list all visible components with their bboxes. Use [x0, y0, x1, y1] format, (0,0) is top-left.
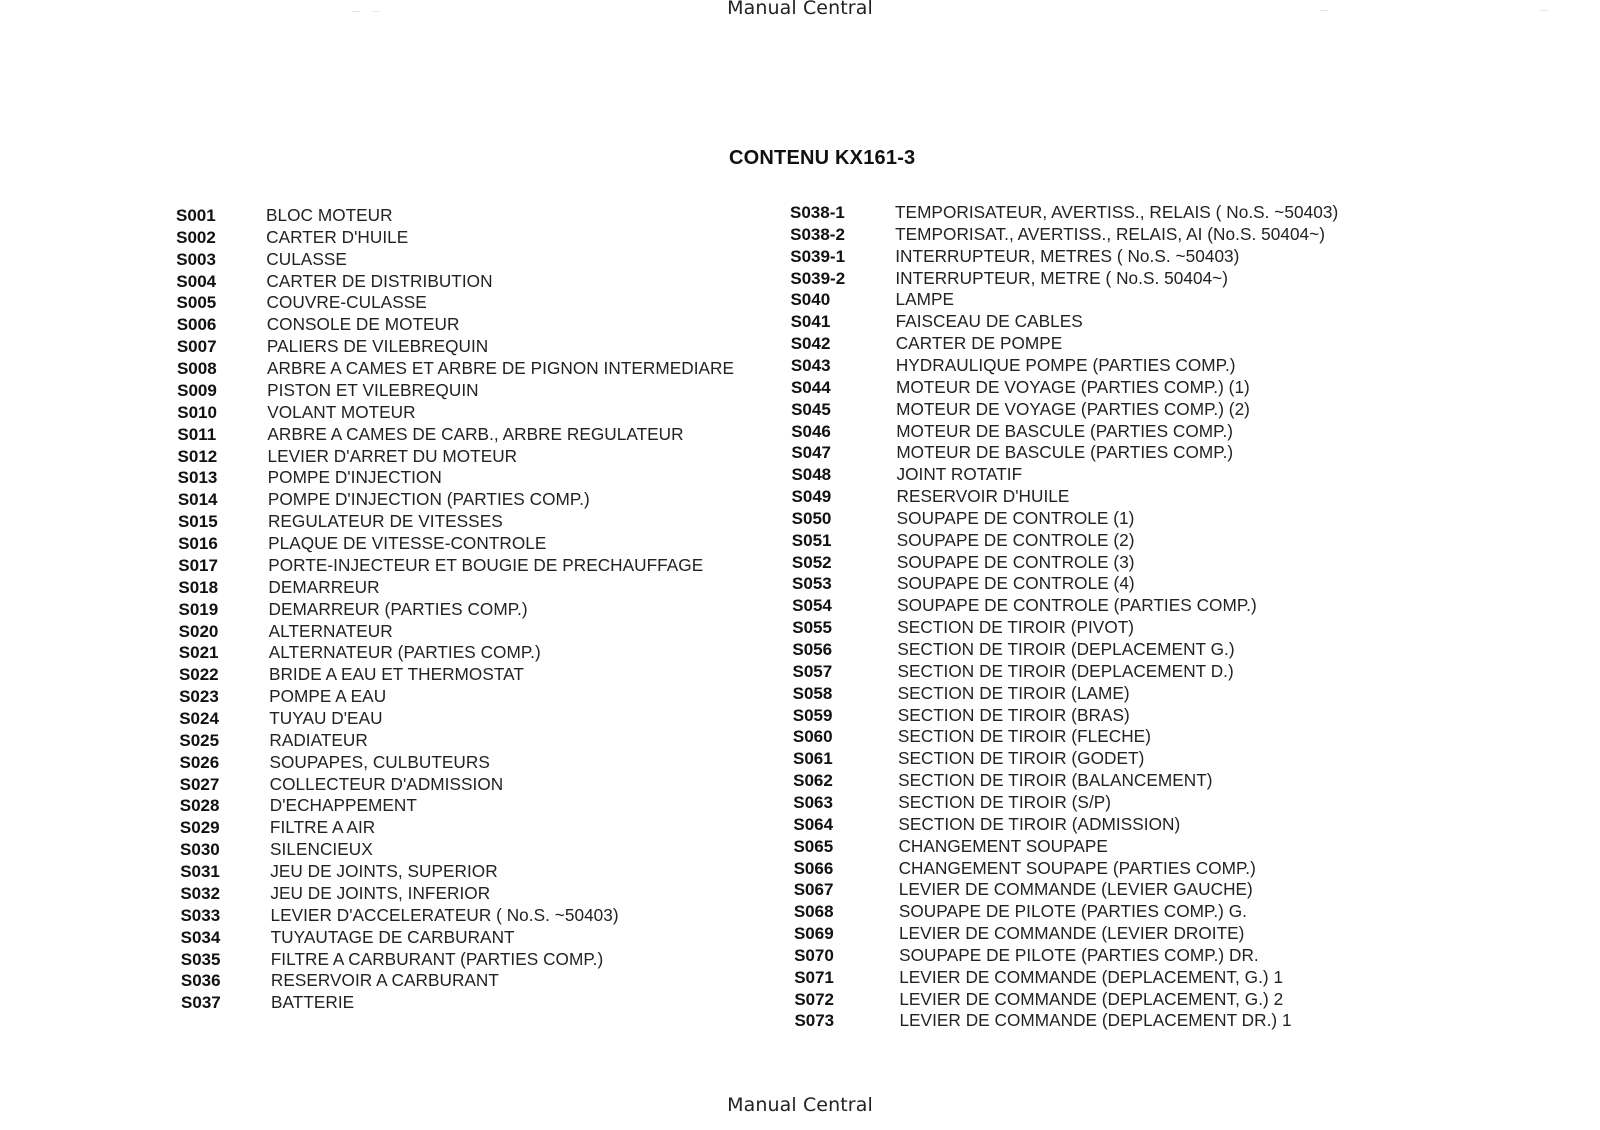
section-code: S015	[177, 512, 218, 532]
section-title: LEVIER DE COMMANDE (DEPLACEMENT, G.) 2	[899, 988, 1284, 1009]
section-title: RESERVOIR D'HUILE	[896, 486, 1070, 507]
section-code: S020	[178, 621, 219, 641]
section-code: S014	[177, 490, 218, 510]
section-code: S068	[793, 902, 834, 922]
section-title: SECTION DE TIROIR (BRAS)	[897, 704, 1130, 725]
section-title: CHANGEMENT SOUPAPE	[898, 835, 1108, 856]
section-code: S009	[177, 380, 217, 400]
scan-artifact	[1320, 10, 1328, 11]
section-title: VOLANT MOTEUR	[267, 401, 416, 422]
section-title: INTERRUPTEUR, METRE ( No.S. 50404~)	[895, 267, 1229, 288]
section-title: LEVIER DE COMMANDE (DEPLACEMENT, G.) 1	[899, 966, 1284, 987]
section-code: S038-2	[790, 224, 845, 244]
section-code: S063	[793, 792, 833, 812]
section-title: SILENCIEUX	[270, 839, 373, 860]
section-code: S031	[180, 862, 220, 882]
section-title: COUVRE-CULASSE	[266, 292, 427, 313]
section-title: MOTEUR DE BASCULE (PARTIES COMP.)	[896, 420, 1234, 441]
section-code: S048	[791, 465, 832, 485]
section-code: S007	[176, 337, 217, 357]
section-title: TUYAUTAGE DE CARBURANT	[270, 926, 515, 947]
section-code: S029	[179, 818, 220, 838]
section-title: SECTION DE TIROIR (S/P)	[898, 791, 1112, 812]
section-code: S071	[794, 967, 834, 987]
section-title: SECTION DE TIROIR (PIVOT)	[897, 617, 1135, 638]
section-title: SECTION DE TIROIR (ADMISSION)	[898, 813, 1181, 834]
scan-artifact	[352, 11, 360, 12]
section-code: S050	[791, 508, 832, 528]
watermark-bottom: Manual Central	[727, 1094, 873, 1116]
section-code: S043	[790, 355, 831, 375]
section-code: S036	[180, 971, 221, 991]
section-code: S025	[179, 730, 220, 750]
section-code: S028	[179, 796, 220, 816]
section-code: S045	[791, 399, 831, 419]
section-title: CHANGEMENT SOUPAPE (PARTIES COMP.)	[898, 857, 1256, 878]
section-title: PLAQUE DE VITESSE-CONTROLE	[268, 533, 547, 554]
section-title: CULASSE	[266, 248, 347, 269]
section-title: LEVIER D'ARRET DU MOTEUR	[267, 445, 518, 466]
section-code: S010	[177, 402, 217, 422]
section-title: LEVIER D'ACCELERATEUR ( No.S. ~50403)	[270, 904, 619, 925]
section-title: SOUPAPE DE CONTROLE (3)	[896, 551, 1135, 572]
section-title: BLOC MOTEUR	[266, 205, 393, 225]
section-code: S059	[792, 705, 833, 725]
section-code: S022	[178, 665, 219, 685]
section-code: S057	[792, 661, 833, 681]
section-code: S002	[176, 227, 216, 247]
section-code: S044	[790, 377, 831, 397]
section-title: HYDRAULIQUE POMPE (PARTIES COMP.)	[895, 354, 1236, 375]
section-code: S026	[179, 752, 220, 772]
section-code: S003	[176, 249, 216, 269]
section-code: S072	[794, 989, 835, 1009]
section-code: S042	[790, 334, 831, 354]
section-code: S018	[178, 577, 219, 597]
section-title: LEVIER DE COMMANDE (LEVIER DROITE)	[898, 923, 1245, 944]
section-code: S039-2	[790, 268, 846, 288]
section-code: S027	[179, 774, 220, 794]
section-code: S055	[792, 618, 832, 638]
section-code: S035	[180, 949, 221, 969]
section-title: SOUPAPE DE CONTROLE (1)	[896, 507, 1135, 528]
section-title: JOINT ROTATIF	[896, 464, 1023, 485]
section-title: PORTE-INJECTEUR ET BOUGIE DE PRECHAUFFAGE	[268, 554, 704, 575]
section-code: S019	[178, 599, 219, 619]
section-code: S023	[179, 687, 219, 707]
section-title: CARTER DE POMPE	[895, 333, 1063, 354]
section-title: ARBRE A CAMES ET ARBRE DE PIGNON INTERMEDIARE	[266, 358, 735, 379]
section-code: S021	[178, 643, 219, 663]
section-code: S056	[792, 640, 833, 659]
section-title: INTERRUPTEUR, METRES ( No.S. ~50403)	[895, 245, 1240, 266]
section-title: ALTERNATEUR (PARTIES COMP.)	[268, 642, 541, 663]
section-code: S040	[790, 290, 831, 310]
section-title: POMPE D'INJECTION	[267, 467, 442, 488]
section-title: SECTION DE TIROIR (FLECHE)	[897, 726, 1151, 747]
section-code: S062	[793, 771, 833, 791]
section-title: LEVIER DE COMMANDE (LEVIER GAUCHE)	[898, 879, 1253, 900]
section-code: S066	[793, 858, 834, 878]
section-code: S032	[180, 883, 221, 903]
section-code: S065	[793, 836, 834, 856]
section-title: RADIATEUR	[269, 729, 368, 750]
section-code: S047	[791, 443, 832, 463]
section-title: SECTION DE TIROIR (LAME)	[897, 682, 1130, 703]
section-code: S051	[791, 530, 832, 550]
section-title: JEU DE JOINTS, INFERIOR	[270, 882, 491, 903]
section-title: ALTERNATEUR	[268, 620, 393, 641]
section-code: S070	[794, 945, 834, 965]
section-code: S012	[177, 446, 218, 466]
section-code: S049	[791, 487, 832, 507]
watermark-top: Manual Central	[727, 0, 873, 19]
section-code: S024	[179, 709, 219, 728]
section-code: S054	[792, 596, 832, 616]
section-code: S016	[178, 534, 218, 554]
section-title: SOUPAPE DE PILOTE (PARTIES COMP.) DR.	[899, 944, 1259, 965]
section-title: FILTRE A CARBURANT (PARTIES COMP.)	[270, 948, 604, 969]
section-code: S052	[791, 552, 832, 572]
section-title: FILTRE A AIR	[269, 817, 376, 838]
section-code: S039-1	[790, 246, 846, 266]
section-title: DEMARREUR	[268, 576, 380, 597]
section-title: CARTER DE DISTRIBUTION	[266, 270, 493, 291]
section-code: S064	[793, 814, 834, 834]
section-code: S033	[180, 905, 221, 925]
section-title: SOUPAPE DE CONTROLE (PARTIES COMP.)	[897, 595, 1257, 616]
scan-artifact	[372, 11, 380, 12]
section-title: POMPE D'INJECTION (PARTIES COMP.)	[267, 489, 590, 510]
section-title: MOTEUR DE VOYAGE (PARTIES COMP.) (2)	[896, 398, 1250, 419]
section-title: TEMPORISATEUR, AVERTISS., RELAIS ( No.S. ~50403)	[895, 202, 1339, 222]
section-code: S030	[180, 840, 220, 860]
section-title: MOTEUR DE VOYAGE (PARTIES COMP.) (1)	[895, 376, 1250, 397]
section-title: SOUPAPE DE PILOTE (PARTIES COMP.) G.	[898, 901, 1248, 922]
section-code: S053	[792, 574, 832, 594]
section-code: S011	[177, 424, 217, 444]
scan-artifact	[1540, 10, 1548, 11]
section-title: SECTION DE TIROIR (BALANCEMENT)	[898, 770, 1213, 791]
section-title: TEMPORISAT., AVERTISS., RELAIS, AI (No.S. 50404~)	[895, 223, 1326, 244]
section-title: SECTION DE TIROIR (DEPLACEMENT G.)	[897, 639, 1235, 659]
section-title: FAISCEAU DE CABLES	[895, 311, 1083, 332]
section-title: MOTEUR DE BASCULE (PARTIES COMP.)	[896, 442, 1234, 463]
section-code: S060	[792, 727, 833, 747]
section-code: S069	[793, 924, 834, 944]
section-code: S006	[176, 315, 217, 335]
section-title: POMPE A EAU	[269, 686, 387, 707]
section-title: LAMPE	[895, 289, 954, 310]
section-code: S041	[790, 312, 831, 332]
section-title: LEVIER DE COMMANDE (DEPLACEMENT DR.) 1	[899, 1010, 1292, 1031]
section-title: COLLECTEUR D'ADMISSION	[269, 773, 504, 794]
section-title: PALIERS DE VILEBREQUIN	[266, 336, 489, 357]
section-code: S058	[792, 683, 833, 703]
section-title: REGULATEUR DE VITESSES	[267, 511, 503, 532]
section-title: SOUPAPES, CULBUTEURS	[269, 751, 490, 772]
section-title: RESERVOIR A CARBURANT	[270, 970, 499, 991]
section-code: S034	[180, 927, 221, 947]
section-title: BRIDE A EAU ET THERMOSTAT	[268, 664, 524, 685]
section-title: D'ECHAPPEMENT	[269, 795, 417, 816]
section-code: S067	[793, 880, 834, 900]
document-title: CONTENU KX161-3	[729, 147, 916, 169]
section-code: S013	[177, 468, 218, 488]
section-title: SOUPAPE DE CONTROLE (2)	[896, 529, 1135, 550]
section-title: JEU DE JOINTS, SUPERIOR	[270, 861, 498, 882]
section-title: TUYAU D'EAU	[269, 708, 383, 728]
section-title: ARBRE A CAMES DE CARB., ARBRE REGULATEUR	[267, 423, 684, 444]
section-title: CARTER D'HUILE	[266, 226, 409, 247]
section-title: CONSOLE DE MOTEUR	[266, 314, 460, 335]
section-code: S046	[791, 421, 831, 441]
section-title: SOUPAPE DE CONTROLE (4)	[897, 573, 1135, 594]
section-code: S073	[794, 1011, 835, 1031]
section-code: S004	[176, 271, 217, 291]
section-code: S017	[178, 555, 218, 575]
section-code: S001	[176, 206, 216, 225]
section-title: PISTON ET VILEBREQUIN	[267, 379, 479, 400]
section-title: DEMARREUR (PARTIES COMP.)	[268, 598, 528, 619]
section-code: S005	[176, 293, 217, 313]
section-title: SECTION DE TIROIR (DEPLACEMENT D.)	[897, 660, 1234, 681]
section-title: SECTION DE TIROIR (GODET)	[898, 748, 1145, 769]
section-code: S037	[181, 993, 221, 1013]
section-title: BATTERIE	[271, 992, 355, 1013]
section-code: S008	[176, 359, 217, 379]
section-code: S038-1	[790, 203, 845, 222]
section-code: S061	[793, 749, 833, 769]
